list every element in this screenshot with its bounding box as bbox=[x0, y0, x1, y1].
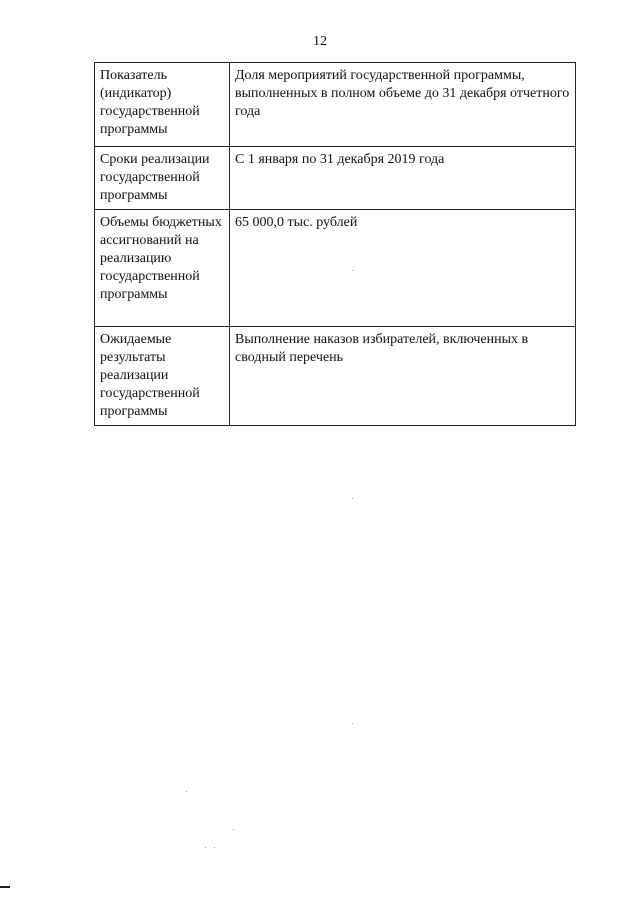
scan-speck bbox=[352, 723, 353, 724]
scan-speck bbox=[186, 791, 187, 792]
row-label-indicator: Показатель (индикатор) государственной программы bbox=[95, 63, 230, 147]
scan-speck bbox=[352, 498, 353, 499]
row-value-timeline: С 1 января по 31 декабря 2019 года bbox=[230, 147, 576, 210]
scan-speck bbox=[233, 829, 234, 830]
row-value-indicator: Доля мероприятий государственной программы, выполненных в полном объеме до 31 декабря отчетного года bbox=[230, 63, 576, 147]
scan-speck bbox=[205, 847, 206, 848]
table-row bbox=[95, 147, 576, 210]
table-row bbox=[95, 63, 576, 147]
scan-speck bbox=[352, 270, 353, 271]
scan-speck bbox=[214, 847, 215, 848]
table-row bbox=[95, 210, 576, 327]
row-value-results: Выполнение наказов избирателей, включенных в сводный перечень bbox=[230, 327, 576, 426]
row-label-results: Ожидаемые результаты реализации государственной программы bbox=[95, 327, 230, 426]
row-value-budget: 65 000,0 тыс. рублей bbox=[230, 210, 576, 327]
program-passport-table bbox=[94, 62, 576, 426]
table-row bbox=[95, 327, 576, 426]
row-label-budget: Объемы бюджетных ассигнований на реализацию государственной программы bbox=[95, 210, 230, 327]
row-label-timeline: Сроки реализации государственной программы bbox=[95, 147, 230, 210]
scan-edge-mark bbox=[0, 886, 10, 888]
page-number: 12 bbox=[313, 34, 327, 49]
